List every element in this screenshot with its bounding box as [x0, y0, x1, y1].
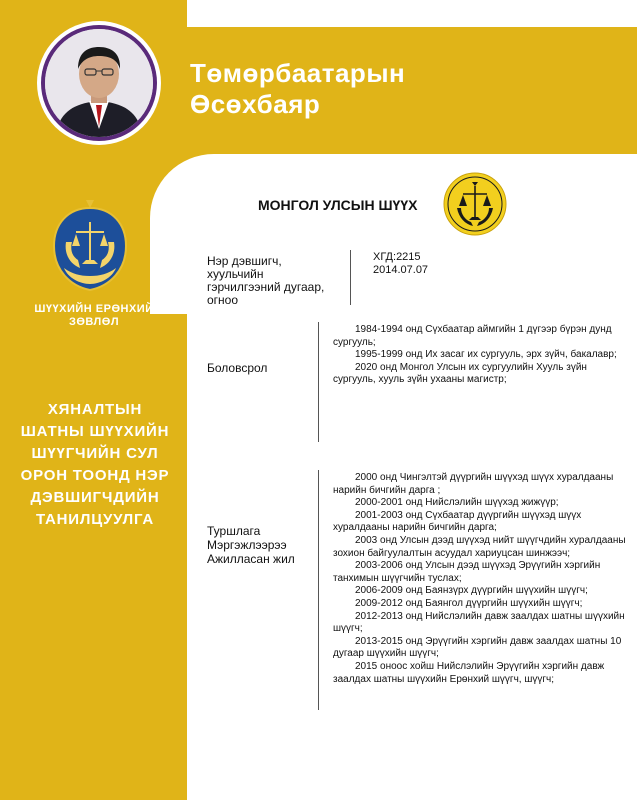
intro-line: ДЭВШИГЧДИЙН — [30, 489, 160, 506]
court-emblem-icon — [443, 172, 507, 236]
intro-line: ТАНИЛЦУУЛГА — [36, 511, 154, 528]
council-line-1: ШҮҮХИЙН ЕРӨНХИЙ — [34, 303, 154, 315]
experience-label — [207, 524, 295, 566]
judicial-council-title — [14, 303, 174, 329]
experience-item: 2001-2003 онд Сүхбаатар дүүргийн шүүхэд шүүх хуралдааны нарийн бичгийн дарга; — [333, 509, 582, 534]
court-title: МОНГОЛ УЛСЫН ШҮҮХ — [258, 197, 418, 213]
education-list — [333, 324, 629, 387]
education-item: 1995-1999 онд Их засаг их сургууль, эрх зүйч, бакалавр; — [355, 349, 617, 361]
divider — [318, 470, 319, 710]
experience-list — [333, 472, 629, 686]
candidate-photo — [45, 29, 153, 137]
education-label: Боловсрол — [207, 361, 268, 375]
experience-item: 2012-2013 онд Нийслэлийн давж заалдах шатны шүүхийн шүүгч; — [333, 610, 625, 635]
experience-item: 2000 онд Чингэлтэй дүүргийн шүүхэд шүүх хуралдааны нарийн бичгийн дарга ; — [333, 472, 614, 496]
label-line: гэрчилгээний дугаар, — [207, 280, 325, 294]
intro-line: ОРОН ТООНД НЭР — [20, 467, 170, 484]
divider — [350, 250, 351, 305]
label-line: хуульчийн — [207, 267, 264, 281]
experience-item: 2015 оноос хойш Нийслэлийн Эрүүгийн хэргийн давж заалдах шатны шүүхийн Ерөнхий шүүгч, шүүгч; — [333, 660, 605, 685]
introduction-heading — [20, 399, 170, 531]
experience-item: 2003 онд Улсын дээд шүүхэд нийт шүүгчдийн хуралдааны зохион байгуулалтын асуудал хариуцсан шинжээч; — [333, 534, 626, 559]
label-line: Мэргэжлээрээ — [207, 538, 287, 552]
label-line: огноо — [207, 293, 239, 307]
education-item: 2020 онд Монгол Улсын их сургуулийн Хууль зүйн сургууль, хууль зүйн ухааны магистр; — [333, 361, 587, 386]
name-line-2: Өсөхбаяр — [190, 89, 321, 119]
experience-item: 2009-2012 онд Баянгол дүүргийн шүүхийн шүүгч; — [355, 597, 583, 609]
certificate-number: ХГД:2215 — [373, 251, 421, 263]
intro-line: ХЯНАЛТЫН — [47, 401, 143, 418]
candidate-name — [190, 58, 405, 120]
experience-item: 2006-2009 онд Баянзүрх дүүргийн шүүхийн шүүгч; — [355, 585, 588, 597]
council-line-2: ЗӨВЛӨЛ — [68, 316, 120, 328]
experience-item: 2000-2001 онд Нийслэлийн шүүхэд жижүүр; — [355, 497, 559, 509]
judicial-council-emblem-icon — [50, 198, 130, 293]
label-line: Туршлага — [207, 524, 261, 538]
experience-item: 2013-2015 онд Эрүүгийн хэргийн давж заалдах шатны 10 дугаар шүүхийн шүүгч; — [333, 635, 622, 660]
intro-line: ШҮҮГЧИЙН СУЛ — [31, 445, 159, 462]
candidate-label — [207, 255, 324, 307]
education-item: 1984-1994 онд Сүхбаатар аймгийн 1 дүгээр бүрэн дунд сургууль; — [333, 324, 612, 348]
label-line: Ажилласан жил — [207, 552, 295, 566]
name-line-1: Төмөрбаатарын — [190, 58, 406, 88]
divider — [318, 322, 319, 442]
experience-item: 2003-2006 онд Улсын дээд шүүхэд Эрүүгийн хэргийн танхимын шүүгчийн туслах; — [333, 560, 601, 584]
certificate-date: 2014.07.07 — [373, 264, 429, 276]
label-line: Нэр дэвшигч, — [207, 254, 282, 268]
intro-line: ШАТНЫ ШҮҮХИЙН — [20, 423, 170, 440]
